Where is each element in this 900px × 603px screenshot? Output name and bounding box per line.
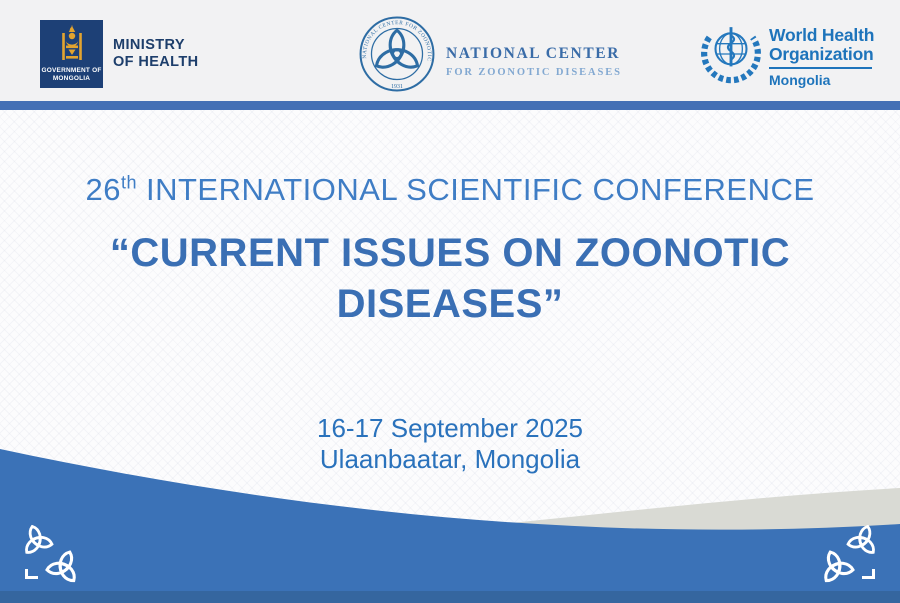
who-name-line2: Organization [769,43,874,64]
soyombo-icon [59,25,85,65]
subtitle-line2: DISEASES” [336,282,564,326]
conference-location: Ulaanbaatar, Mongolia [319,444,581,474]
corner-ornament-left [20,522,84,586]
corner-ornament-right [816,522,880,586]
who-logo [700,23,874,88]
conference-number: 26 [85,172,121,207]
government-label-line1: GOVERNMENT OF [41,67,102,74]
government-label-line2: MONGOLIA [52,75,91,82]
who-emblem-icon [700,23,762,85]
nczd-seal-icon [356,13,438,95]
conference-subtitle [0,228,900,330]
nczd-logo [356,13,622,95]
nczd-name-block [446,45,622,78]
who-name-line1: World Health [769,25,875,45]
conference-ordinal: th [120,172,137,193]
ministry-line2: OF HEALTH [113,54,199,70]
conference-date: 16-17 September 2025 [317,413,583,443]
who-divider-line [769,67,872,69]
seal-year: 1931 [391,84,403,91]
bottom-wave [0,438,900,603]
conference-title-rest: INTERNATIONAL SCIENTIFIC CONFERENCE [145,172,815,207]
government-of-mongolia-emblem [40,20,103,88]
nczd-name-line1: NATIONAL CENTER [446,44,621,62]
nczd-name-line2: FOR ZOONOTIC DISEASES [446,66,622,78]
trefoil-symbol-icon [373,30,421,71]
ministry-line1: MINISTRY [113,37,185,53]
bottom-strip [0,591,900,603]
ministry-of-health-label [113,37,199,71]
header-divider-bar [0,101,900,110]
header-band [0,0,900,101]
seal-ring-text: NATIONAL CENTER FOR ZOONOTIC DISEASES [361,20,433,62]
corner-bracket-icon [862,569,875,579]
subtitle-line1: “CURRENT ISSUES ON ZOONOTIC [109,231,791,275]
corner-bracket-icon [25,569,38,579]
who-country-label: Mongolia [769,72,831,88]
conference-title [0,172,900,208]
ministry-of-health-logo [40,20,199,88]
who-name-block [769,26,874,88]
